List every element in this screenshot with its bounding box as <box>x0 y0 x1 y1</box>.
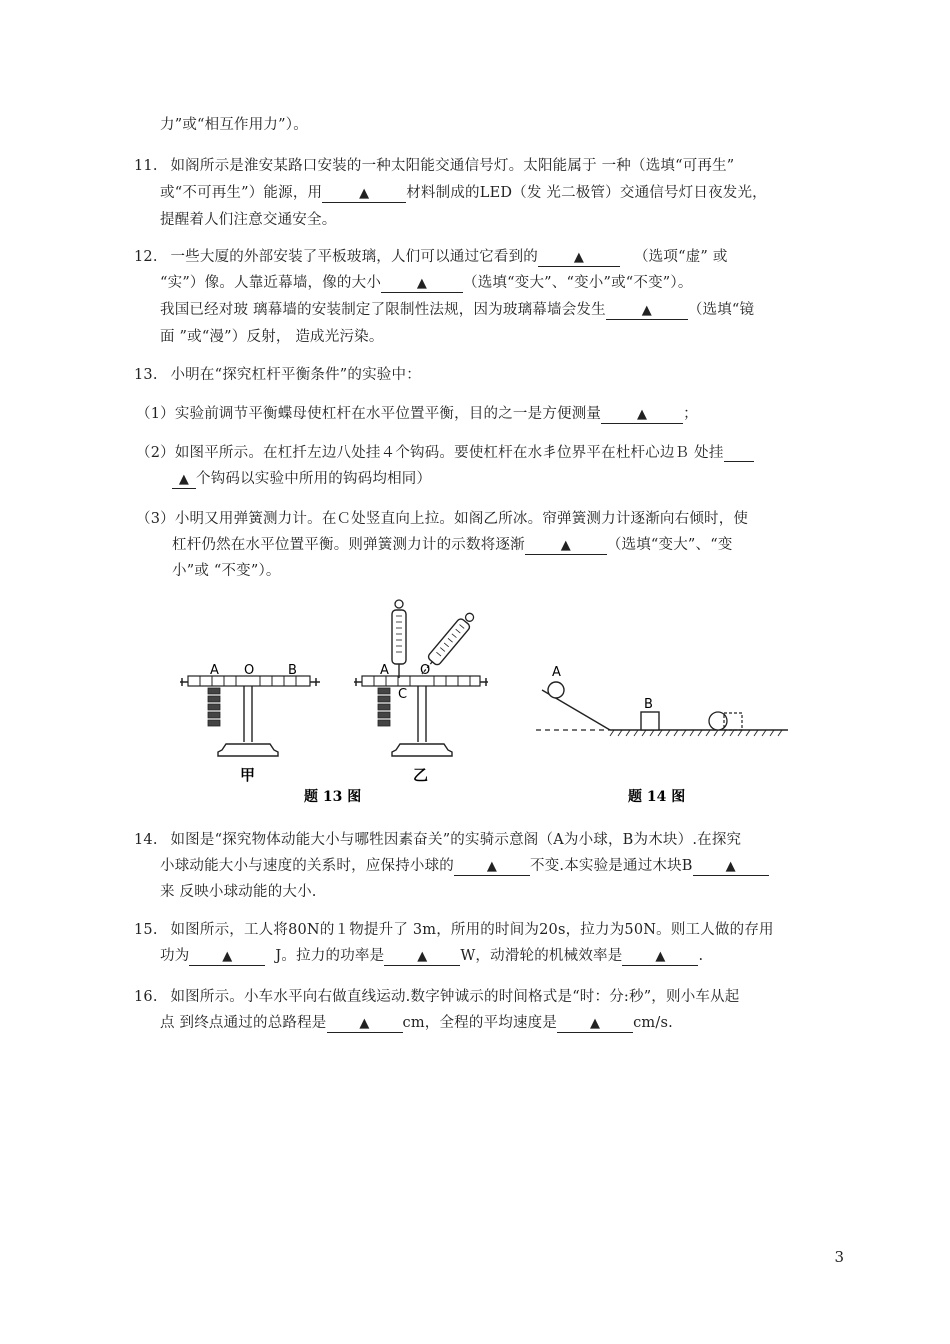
answer-blank[interactable]: ▲ <box>693 858 769 876</box>
label-a-yi: A <box>380 663 389 678</box>
q16-number: 16. <box>134 989 158 1005</box>
label-a-jia: A <box>210 663 219 678</box>
q13-part1: （1）实验前调节平衡蝶母使杠杆在水平位置平衡，目的之一是方便测量 ▲ ； <box>136 406 698 422</box>
answer-blank-end[interactable]: ▲ <box>172 471 196 489</box>
answer-blank[interactable]: ▲ <box>622 948 698 966</box>
q16-line2: 点 到终点通过的总路程是 ▲ cm，全程的平均速度是 ▲ cm/s. <box>160 1015 673 1031</box>
answer-blank[interactable]: ▲ <box>322 185 406 203</box>
ball-a <box>548 682 564 698</box>
caption-fig14: 题 14 图 <box>628 789 686 805</box>
q12-number: 12. <box>134 249 158 265</box>
answer-blank[interactable]: ▲ <box>381 275 463 293</box>
q15-number: 15. <box>134 922 158 938</box>
q15-line1: 15. 如图所示，工人将80N的１物提升了 3m，所用的时间为20s，拉力为50N。则工人做的存用 <box>134 922 774 938</box>
answer-blank[interactable]: ▲ <box>606 302 688 320</box>
q13-part3-line2: 杠杆仍然在水平位置平衡。则弹簧测力计的示数将逐渐 ▲ （选填“变大”、“变 <box>172 537 733 553</box>
block-b <box>641 712 659 730</box>
answer-blank[interactable]: ▲ <box>189 948 265 966</box>
answer-blank[interactable]: ▲ <box>538 249 620 267</box>
q11-line3: 提醒着人们注意交通安全。 <box>160 212 337 228</box>
answer-blank[interactable]: ▲ <box>327 1015 403 1033</box>
q11-line1: 11. 如阁所示是淮安某路口安装的一种太阳能交通信号灯。太阳能属于 一种（选填“可再生” <box>134 158 735 174</box>
answer-blank[interactable]: ▲ <box>384 948 460 966</box>
q13-part2-line2: ▲ 个钩码以实验中所用的钩码均相同） <box>172 469 431 489</box>
q14-line3: 来 反映小球动能的大小. <box>160 884 317 900</box>
q12-line1: 12. 一些大厦的外部安装了平板玻璃，人们可以通过它看到的 ▲ （选项“虚” 或 <box>134 249 728 265</box>
figures-13-14 <box>170 594 800 814</box>
ball-label: A <box>552 665 561 680</box>
q11-line2: 或“不可再生”）能源，用 ▲ 材料制成的LED（发 光二极管）交通信号灯日夜发光， <box>160 185 767 201</box>
q13-part3-line3: 小”或 “不变”）。 <box>172 563 281 579</box>
q14-line2: 小球动能大小与速度的关系时，应保持小球的 ▲ 不变.本实验是通过木块B ▲ <box>160 856 769 876</box>
answer-blank-start[interactable] <box>724 445 754 462</box>
q13-part2-line1: （2）如图平所示。在杠扦左边八处挂４个钩码。要使杠杆在水丯位界平在杜杆心边Ｂ 处挂 <box>136 443 754 463</box>
q13-intro: 13. 小明在“探究杠杆平衡条件”的实验中： <box>134 367 421 383</box>
label-b-jia: B <box>288 663 297 678</box>
q12-line4: 面 ”或“漫”）反射， 造成光污染。 <box>160 329 384 345</box>
label-yi: 乙 <box>413 766 429 784</box>
label-o-yi: O <box>420 663 431 678</box>
q13-number: 13. <box>134 367 158 383</box>
caption-fig13: 题 13 图 <box>304 789 362 805</box>
label-c-yi: C <box>398 687 408 702</box>
q10-tail: 力”或“相互作用力”）。 <box>160 117 308 133</box>
q13-part3-line1: （3）小明又用弹簧测力计。在Ｃ处竖直向上拉。如阁乙所冰。帘弹簧测力计逐渐向右倾时，使 <box>136 511 749 527</box>
q11-number: 11. <box>134 158 158 174</box>
q16-line1: 16. 如图所示。小车水平向右做直线运动.数字钟诚示的时间格式是“时：分:秒”，则小车从起 <box>134 989 740 1005</box>
lever-yi-figure <box>354 600 488 784</box>
label-jia: 甲 <box>240 766 256 784</box>
answer-blank[interactable]: ▲ <box>557 1015 633 1033</box>
answer-blank[interactable]: ▲ <box>454 858 530 876</box>
block-label: B <box>644 697 653 712</box>
q12-line2: “实”）像。人靠近幕墙，像的大小 ▲ （选填“变大”、“变小”或“不变”）。 <box>160 275 693 291</box>
answer-blank[interactable]: ▲ <box>601 406 683 424</box>
page-number: 3 <box>834 1248 844 1266</box>
kinetic-energy-figure <box>536 665 788 736</box>
q14-number: 14. <box>134 832 158 848</box>
label-o-jia: O <box>244 663 255 678</box>
q12-line3: 我国已经对玻 璃幕墙的安装制定了限制性法规，因为玻璃幕墙会发生 ▲ （选填“镜 <box>160 302 755 318</box>
q15-line2: 功为 ▲ J。拉力的功率是 ▲ W，动滑轮的机械效率是 ▲ . <box>160 948 704 964</box>
q14-line1: 14. 如图是“探究物体动能大小与哪牲因素奋关”的实骑示意阁（A为小球，B为木块）.在探究 <box>134 832 742 848</box>
lever-jia-figure <box>180 663 320 784</box>
answer-blank[interactable]: ▲ <box>525 537 607 555</box>
